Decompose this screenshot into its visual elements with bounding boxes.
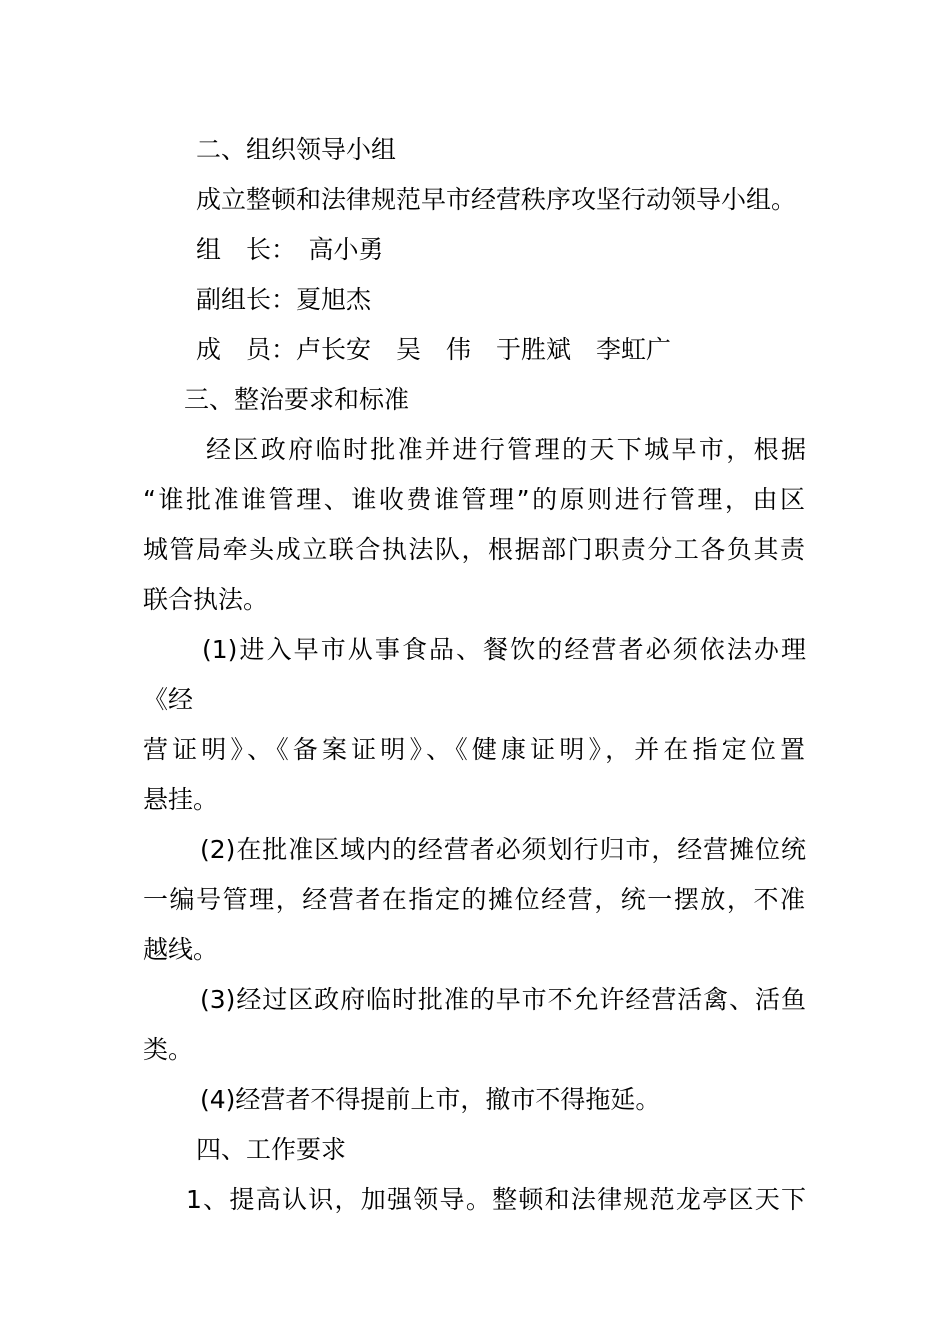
- group-members: 成 员：卢长安 吴 伟 于胜斌 李虹广: [196, 335, 672, 364]
- list-item-2-cont: 越线。: [143, 935, 219, 964]
- list-item-2-cont: 一编号管理，经营者在指定的摊位经营，统一摆放，不准: [143, 885, 805, 914]
- paragraph-line: “谁批准谁管理、谁收费谁管理”的原则进行管理，由区: [143, 485, 805, 514]
- list-item-1-cont: 《经: [143, 685, 194, 714]
- section-heading-3: 三、整治要求和标准: [184, 385, 410, 414]
- paragraph-line: 经区政府临时批准并进行管理的天下城早市，根据: [206, 435, 806, 464]
- list-item-2: (2)在批准区域内的经营者必须划行归市，经营摊位统: [200, 835, 806, 864]
- list-item-3: (3)经过区政府临时批准的早市不允许经营活禽、活鱼: [200, 985, 806, 1014]
- group-leader: 组 长： 高小勇: [196, 235, 384, 264]
- group-intro: 成立整顿和法律规范早市经营秩序攻坚行动领导小组。: [196, 185, 797, 214]
- list-item-1: (1)进入早市从事食品、餐饮的经营者必须依法办理: [202, 635, 806, 664]
- paragraph-line: 联合执法。: [143, 585, 269, 614]
- section-heading-4: 四、工作要求: [196, 1135, 347, 1164]
- list-item-1-cont: 营证明》、《备案证明》、《健康证明》，并在指定位置: [143, 735, 805, 764]
- list-item-4: (4)经营者不得提前上市，撤市不得拖延。: [200, 1085, 661, 1114]
- list-item-1-cont: 悬挂。: [143, 785, 219, 814]
- paragraph-line: 城管局牵头成立联合执法队，根据部门职责分工各负其责: [143, 535, 805, 564]
- group-deputy: 副组长：夏旭杰: [196, 285, 372, 314]
- work-requirement-1: 1、提高认识，加强领导。整顿和法律规范龙亭区天下: [186, 1185, 806, 1214]
- section-heading-2: 二、组织领导小组: [196, 135, 397, 164]
- list-item-3-cont: 类。: [143, 1035, 194, 1064]
